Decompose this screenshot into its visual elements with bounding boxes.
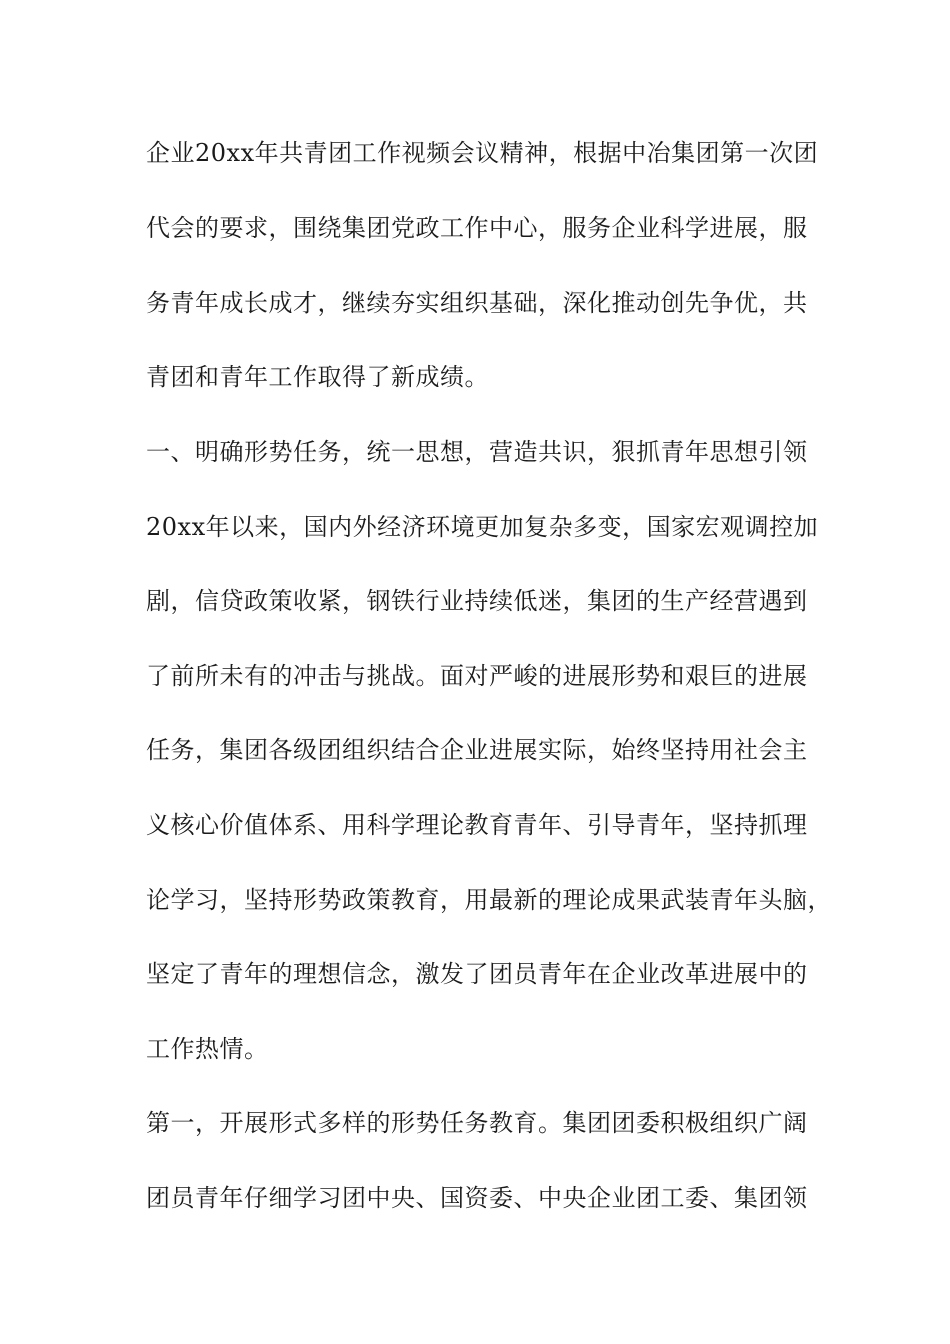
text-line: 务青年成长成才，继续夯实组织基础，深化推动创先争优，共 [146, 289, 808, 317]
text-line: 20xx年以来，国内外经济环境更加复杂多变，国家宏观调控加 [146, 513, 819, 541]
text-line: 代会的要求，围绕集团党政工作中心，服务企业科学进展，服 [146, 214, 808, 242]
text-line: 义核心价值体系、用科学理论教育青年、引导青年，坚持抓理 [146, 811, 808, 839]
text-line: 第一，开展形式多样的形势任务教育。集团团委积极组织广阔 [146, 1109, 808, 1137]
text-line: 团员青年仔细学习团中央、国资委、中央企业团工委、集团领 [146, 1184, 808, 1212]
text-line: 论学习，坚持形势政策教育，用最新的理论成果武装青年头脑， [146, 886, 832, 914]
text-line: 工作热情。 [146, 1035, 269, 1063]
text-line: 坚定了青年的理想信念，激发了团员青年在企业改革进展中的 [146, 960, 808, 988]
text-line: 企业20xx年共青团工作视频会议精神，根据中冶集团第一次团 [146, 139, 819, 167]
text-line: 了前所未有的冲击与挑战。面对严峻的进展形势和艰巨的进展 [146, 662, 808, 690]
text-line: 任务，集团各级团组织结合企业进展实际，始终坚持用社会主 [146, 736, 808, 764]
text-line: 剧，信贷政策收紧，钢铁行业持续低迷，集团的生产经营遇到 [146, 587, 808, 615]
text-line: 青团和青年工作取得了新成绩。 [146, 363, 489, 391]
section-heading: 一、明确形势任务，统一思想，营造共识，狠抓青年思想引领 [146, 438, 808, 466]
